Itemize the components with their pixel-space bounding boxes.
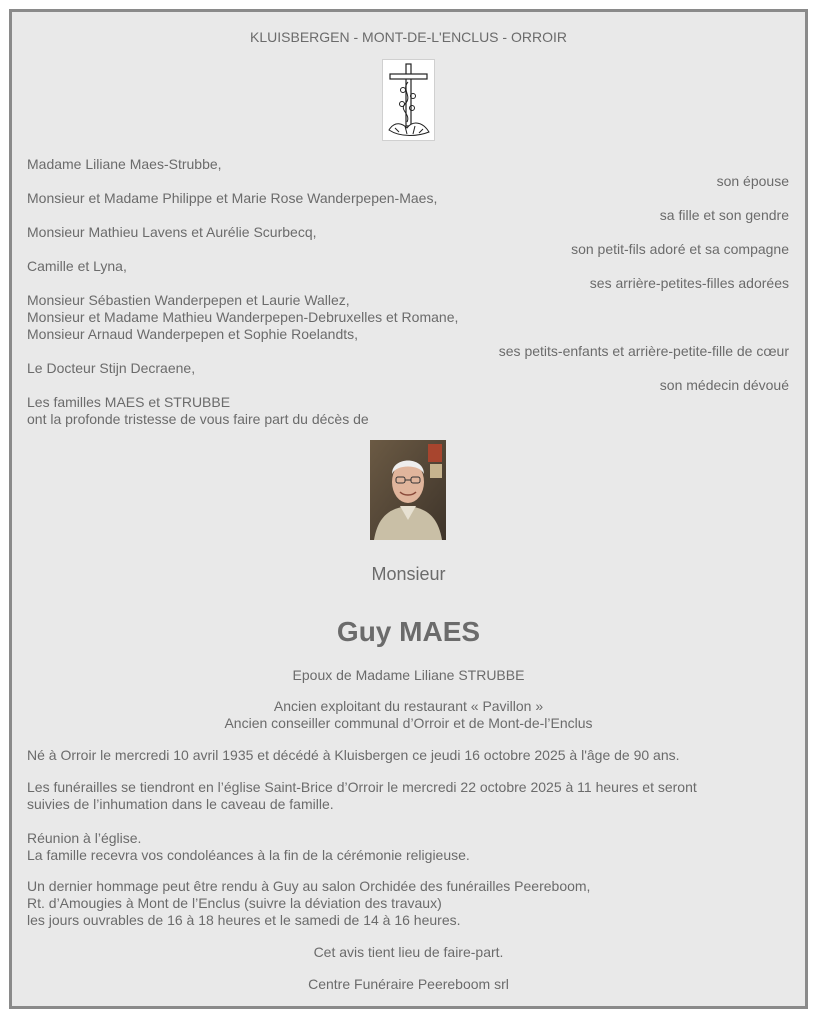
reunion-line: Réunion à l’église. <box>27 830 142 846</box>
doctor-name: Le Docteur Stijn Decraene, <box>27 360 196 376</box>
homage-info <box>27 878 789 929</box>
funeral-line: suivies de l’inhumation dans le caveau de famille. <box>27 796 334 812</box>
homage-line: Rt. d’Amougies à Mont de l’Enclus (suivre la déviation des travaux) <box>27 895 442 911</box>
doctor-relation: son médecin dévoué <box>659 377 789 393</box>
reunion-info <box>27 830 789 864</box>
role-line: Ancien exploitant du restaurant « Pavillon » <box>273 698 544 714</box>
funeral-info <box>27 779 789 813</box>
grandchild-name: Monsieur Sébastien Wanderpepen et Laurie Wallez, <box>27 292 350 308</box>
family-name: Monsieur et Madame Philippe et Marie Rose Wanderpepen-Maes, <box>27 190 438 206</box>
obituary-card <box>9 9 808 1009</box>
family-name: Monsieur Mathieu Lavens et Aurélie Scurbecq, <box>27 224 317 240</box>
honorific-title: Monsieur <box>371 564 446 584</box>
family-list <box>27 156 789 190</box>
role-line: Ancien conseiller communal d’Orroir et de Mont-de-l’Enclus <box>224 715 593 731</box>
reunion-line: La famille recevra vos condoléances à la fin de la cérémonie religieuse. <box>27 847 470 863</box>
family-relation: sa fille et son gendre <box>659 207 789 223</box>
family-name: Madame Liliane Maes-Strubbe, <box>27 156 222 172</box>
location-header: KLUISBERGEN - MONT-DE-L'ENCLUS - ORROIR <box>250 29 567 45</box>
doctor-entry <box>27 360 789 394</box>
announcement-line: ont la profonde tristesse de vous faire part du décès de <box>27 411 369 427</box>
spouse-line: Epoux de Madame Liliane STRUBBE <box>292 667 525 683</box>
family-relation: son épouse <box>716 173 789 189</box>
grandchildren-relation: ses petits-enfants et arrière-petite-fille de cœur <box>498 343 789 359</box>
homage-line: les jours ouvrables de 16 à 18 heures et le samedi de 14 à 16 heures. <box>27 912 461 928</box>
deceased-name: Guy MAES <box>336 616 481 647</box>
grandchildren-entry <box>27 292 789 360</box>
deceased-photo <box>370 440 446 540</box>
funeral-line: Les funérailles se tiendront en l’église Saint-Brice d’Orroir le mercredi 22 octobre 2025 à 11 heures et seront <box>27 779 697 795</box>
grandchild-name: Monsieur et Madame Mathieu Wanderpepen-Debruxelles et Romane, <box>27 309 459 325</box>
roles <box>12 698 805 732</box>
funeral-home: Centre Funéraire Peereboom srl <box>308 976 509 992</box>
family-entry <box>27 190 789 224</box>
cross-icon <box>382 59 435 141</box>
family-entry <box>27 224 789 258</box>
families-line: Les familles MAES et STRUBBE <box>27 394 231 410</box>
families-announcement <box>27 394 789 428</box>
family-relation: ses arrière-petites-filles adorées <box>589 275 789 291</box>
family-relation: son petit-fils adoré et sa compagne <box>571 241 789 257</box>
birth-death-line: Né à Orroir le mercredi 10 avril 1935 et décédé à Kluisbergen ce jeudi 16 octobre 2025 à l'âge de 90 ans. <box>27 747 680 763</box>
homage-line: Un dernier hommage peut être rendu à Guy au salon Orchidée des funérailles Peereboom, <box>27 878 591 894</box>
grandchild-name: Monsieur Arnaud Wanderpepen et Sophie Roelandts, <box>27 326 359 342</box>
family-entry <box>27 258 789 292</box>
notice-line: Cet avis tient lieu de faire-part. <box>313 944 504 960</box>
family-name: Camille et Lyna, <box>27 258 127 274</box>
